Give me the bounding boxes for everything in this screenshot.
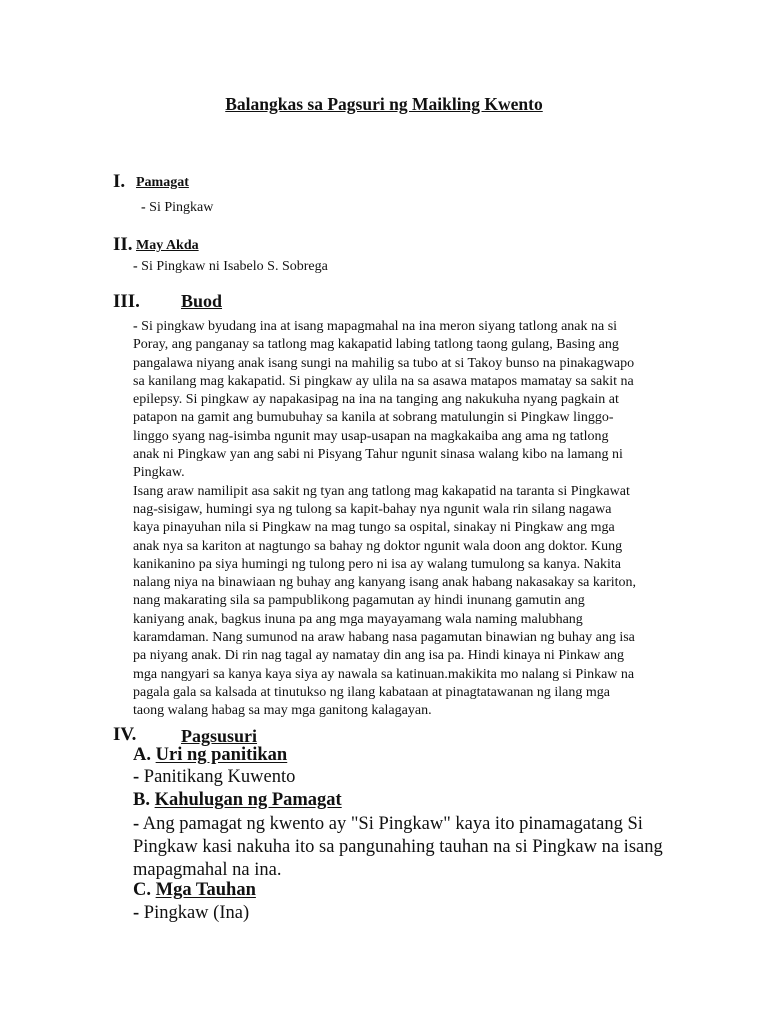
subsection-a-body	[133, 767, 295, 788]
subsection-title: Kahulugan ng Pamagat	[154, 790, 342, 810]
subsection-b-body	[133, 813, 663, 882]
section-heading-may-akda: May Akda	[136, 238, 199, 253]
subsection-letter: A.	[133, 745, 151, 765]
buod-line: pa niyang anak. Di rin nag tagal ay namatay din ang isa pa. Hindi kinaya ni Pinkaw ang	[133, 648, 625, 664]
subsection-title: Uri ng panitikan	[155, 745, 288, 765]
buod-line: kanikanino pa siya humingi ng tulong pero ni isa ay walang tumulong sa kanya. Nakita	[133, 556, 621, 572]
buod-line: nalang niya na binawiaan ng buhay ang kanyang isang anak habang nakasakay sa kariton,	[133, 575, 637, 591]
dash-marker: -	[141, 200, 146, 215]
section-heading-buod: Buod	[181, 291, 223, 311]
dash-marker: -	[133, 319, 138, 334]
buod-line: anak ni Pingkaw yan ang sabi ni Pisyang Tahur ngunit sinasa walang kibo na lamang ni	[133, 447, 623, 463]
dash-marker: -	[133, 259, 138, 274]
subsection-b-heading	[133, 790, 342, 811]
section-numeral-2: II.	[113, 234, 133, 255]
buod-line: Pingkaw.	[133, 465, 185, 481]
dash-marker: -	[133, 767, 140, 787]
section-body-pamagat	[141, 200, 213, 216]
subsection-letter: B.	[133, 790, 150, 810]
buod-line: - Si pingkaw byudang ina at isang mapagmahal na ina meron siyang tatlong anak na si	[133, 319, 618, 334]
subsection-c-heading	[133, 880, 256, 901]
subsection-title: Mga Tauhan	[155, 880, 256, 900]
buod-line: patapon na gamit ang bumubuhay sa kanila at sobrang matulungin si Pingkaw linggo-	[133, 410, 614, 426]
buod-line: kaya pinayuhan nila si Pingkaw na mag tungo sa ospital, sinakay ni Pingkaw ang mga	[133, 520, 615, 536]
buod-line: Isang araw namilipit asa sakit ng tyan ang tatlong mag kakapatid na taranta si Pingkawat	[133, 483, 630, 499]
buod-line: nag-sisigaw, humingi sya ng tulong sa kapit-bahay nya ngunit wala rin silang nagawa	[133, 501, 612, 517]
buod-line: sa kanilang mag kakapatid. Si pingkaw ay ulila na sa asawa matapos mamatay sa sakit na	[133, 373, 634, 389]
subsection-letter: C.	[133, 880, 151, 900]
buod-line: karamdaman. Nang sumunod na araw habang nasa pagamutan binawian ng buhay ang isa	[133, 630, 635, 646]
buod-line: epilepsy. Si pingkaw ay napakasipag na ina na tanging ang nakukuha nyang pagkain at	[133, 392, 619, 408]
buod-line: linggo syang nag-isimba ngunit may usap-usapan na magkakaiba ang ama ng tatlong	[133, 428, 609, 444]
buod-line: anak nya sa kariton at nagtungo sa bahay ng doktor ngunit wala doon ang doktor. Kung	[133, 538, 623, 554]
pamagat-text: Si Pingkaw	[149, 200, 214, 215]
document-title: Balangkas sa Pagsuri ng Maikling Kwento	[225, 94, 543, 114]
may-akda-text: Si Pingkaw ni Isabelo S. Sobrega	[141, 259, 328, 274]
section-body-may-akda	[133, 259, 328, 275]
buod-line: mga nangyari sa kanya kaya siya ay nawala sa katinuan.makikita mo nalang si Pinkaw na	[133, 666, 635, 682]
kahulugan-line: - Ang pamagat ng kwento ay "Si Pingkaw" kaya ito pinamagatang Si	[133, 814, 643, 834]
section-numeral-4: IV.	[113, 724, 137, 745]
buod-line: nang makarating sila sa pampublikong pagamutan ay hindi inunang gamutin ang	[133, 593, 585, 609]
dash-marker: -	[133, 814, 140, 834]
section-heading-pagsusuri: Pagsusuri	[181, 726, 258, 746]
buod-line: pagala gala sa kalsada at tinutukso ng ilang kabataan at pinagtatawanan ng ilang mga	[133, 684, 610, 700]
buod-line: taong walang habag sa may mga ganitong kalagayan.	[133, 703, 432, 719]
section-numeral-1: I.	[113, 171, 126, 192]
subsection-a-heading	[133, 745, 287, 766]
section-heading-pamagat: Pamagat	[136, 175, 189, 190]
uri-ng-panitikan-text: Panitikang Kuwento	[143, 767, 296, 787]
subsection-c-body	[133, 903, 249, 924]
dash-marker: -	[133, 903, 140, 923]
section-numeral-3: III.	[113, 291, 140, 312]
kahulugan-line: mapagmahal na ina.	[133, 860, 282, 880]
mga-tauhan-text: Pingkaw (Ina)	[143, 903, 250, 923]
buod-paragraph	[133, 318, 678, 721]
kahulugan-line: Pingkaw kasi nakuha ito sa pangunahing tauhan na si Pingkaw na isang	[133, 837, 663, 857]
buod-line: kaniyang anak, bagkus inuna pa ang mga mayayamang wala naming malubhang	[133, 611, 583, 627]
buod-line: Poray, ang panganay sa tatlong mag kakapatid labing tatlong taong gulang, Basing ang	[133, 337, 619, 353]
buod-line: pangalawa niyang anak isang sungi na mahilig sa tubo at si Takoy bunso na pinakagwapo	[133, 355, 635, 371]
